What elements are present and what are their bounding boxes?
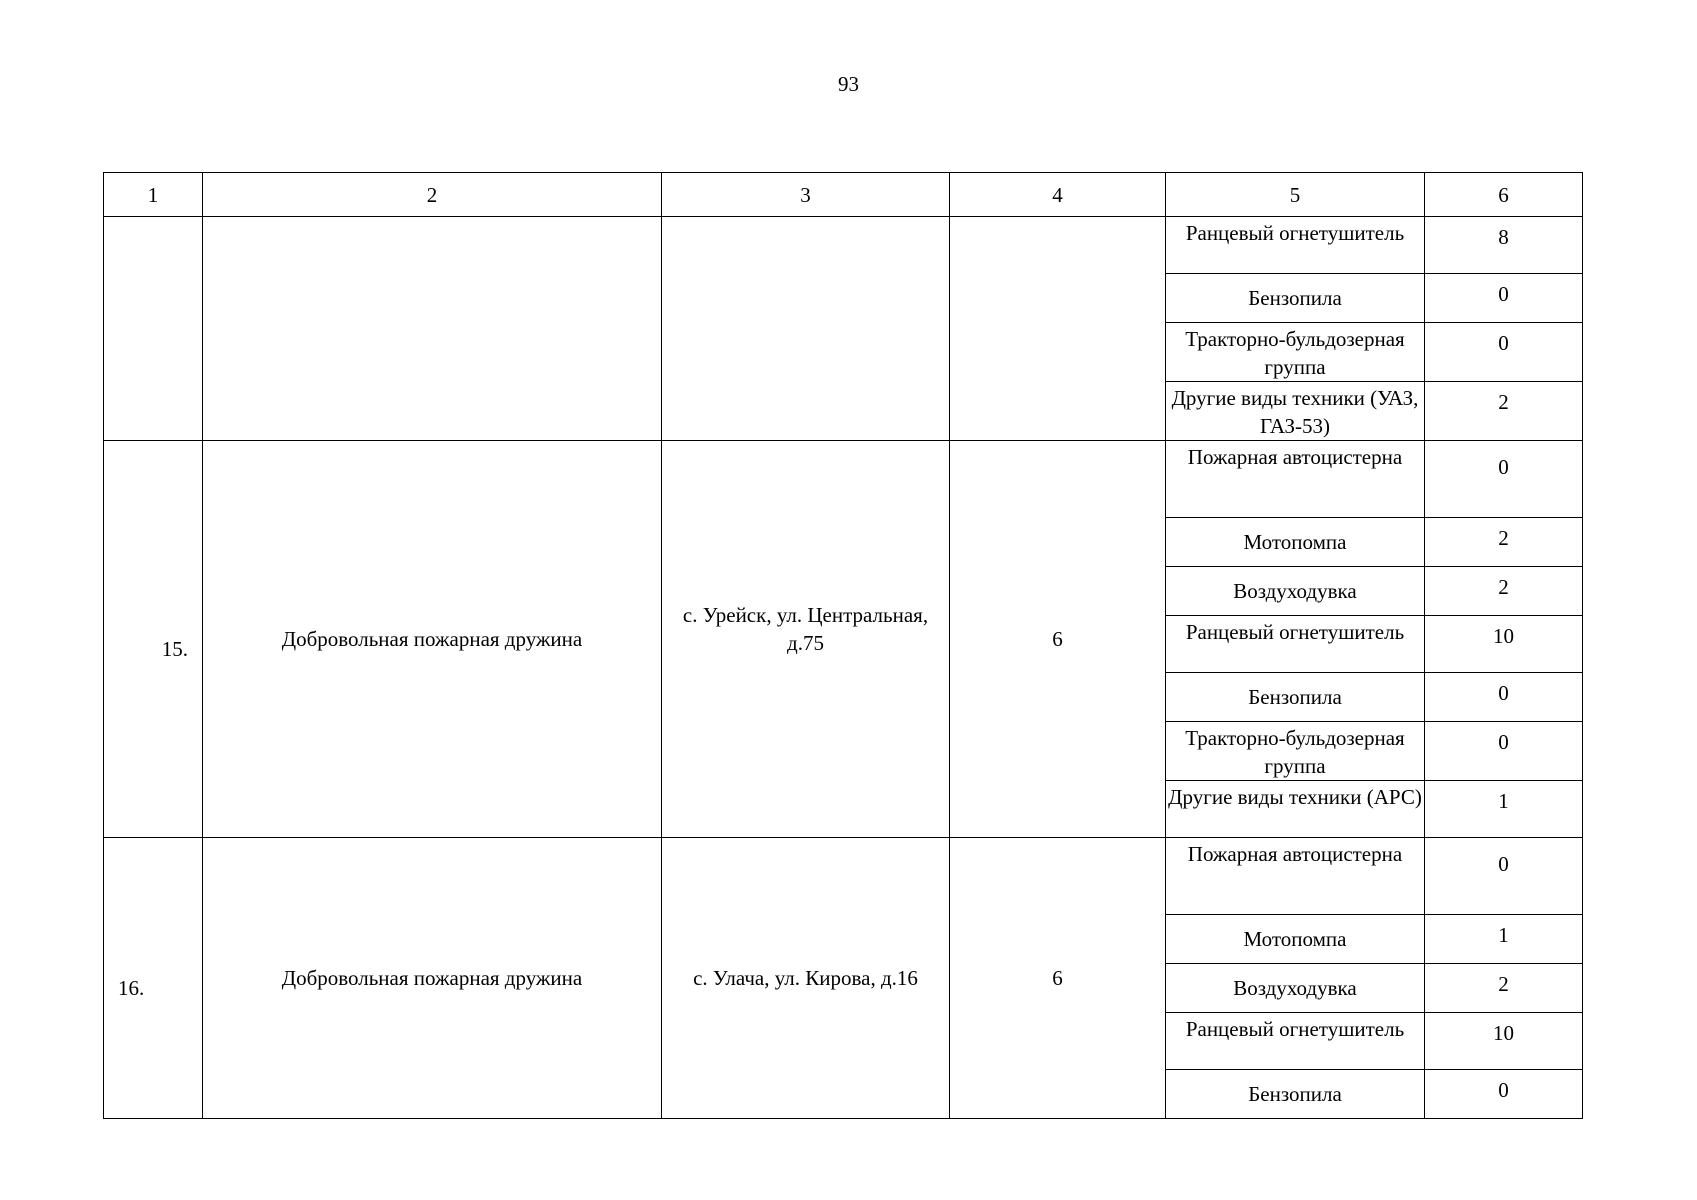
equipment-name: Ранцевый огнетушитель	[1166, 217, 1425, 274]
equipment-qty: 0	[1425, 323, 1583, 382]
empty-cell	[104, 217, 203, 441]
equipment-qty: 2	[1425, 964, 1583, 1013]
header-cell: 3	[662, 173, 950, 217]
equipment-qty: 1	[1425, 915, 1583, 964]
equipment-name: Бензопила	[1166, 1070, 1425, 1119]
entry-number: 15.	[104, 441, 203, 838]
equipment-qty: 2	[1425, 567, 1583, 616]
equipment-qty: 0	[1425, 441, 1583, 518]
header-cell: 1	[104, 173, 203, 217]
table-row	[104, 217, 1583, 274]
entry-address: с. Урейск, ул. Центральная, д.75	[662, 441, 950, 838]
entry-number: 16.	[104, 838, 203, 1119]
entry-address: с. Улача, ул. Кирова, д.16	[662, 838, 950, 1119]
equipment-qty: 2	[1425, 518, 1583, 567]
equipment-name: Ранцевый огнетушитель	[1166, 616, 1425, 673]
equipment-name: Другие виды техники (АРС)	[1166, 781, 1425, 838]
equipment-name: Другие виды техники (УАЗ, ГАЗ-53)	[1166, 382, 1425, 441]
header-row	[104, 173, 1583, 217]
header-cell: 2	[203, 173, 662, 217]
equipment-name: Мотопомпа	[1166, 518, 1425, 567]
table-row	[104, 838, 1583, 915]
header-cell: 6	[1425, 173, 1583, 217]
header-cell: 5	[1166, 173, 1425, 217]
equipment-qty: 0	[1425, 673, 1583, 722]
equipment-name: Мотопомпа	[1166, 915, 1425, 964]
header-cell: 4	[950, 173, 1166, 217]
equipment-name: Бензопила	[1166, 673, 1425, 722]
equipment-qty: 2	[1425, 382, 1583, 441]
equipment-name: Тракторно-бульдозерная группа	[1166, 323, 1425, 382]
equipment-qty: 10	[1425, 616, 1583, 673]
table-row	[104, 441, 1583, 518]
empty-cell	[662, 217, 950, 441]
equipment-name: Тракторно-бульдозерная группа	[1166, 722, 1425, 781]
equipment-name: Бензопила	[1166, 274, 1425, 323]
page-number: 93	[838, 72, 859, 96]
entry-count: 6	[950, 441, 1166, 838]
equipment-qty: 1	[1425, 781, 1583, 838]
empty-cell	[203, 217, 662, 441]
equipment-qty: 0	[1425, 1070, 1583, 1119]
equipment-name: Ранцевый огнетушитель	[1166, 1013, 1425, 1070]
empty-cell	[950, 217, 1166, 441]
entry-count: 6	[950, 838, 1166, 1119]
equipment-table	[103, 172, 1583, 1119]
equipment-qty: 0	[1425, 838, 1583, 915]
equipment-qty: 0	[1425, 274, 1583, 323]
equipment-name: Воздуходувка	[1166, 567, 1425, 616]
equipment-name: Пожарная автоцистерна	[1166, 441, 1425, 518]
entry-name: Добровольная пожарная дружина	[203, 838, 662, 1119]
equipment-qty: 0	[1425, 722, 1583, 781]
equipment-name: Воздуходувка	[1166, 964, 1425, 1013]
equipment-qty: 10	[1425, 1013, 1583, 1070]
entry-name: Добровольная пожарная дружина	[203, 441, 662, 838]
equipment-qty: 8	[1425, 217, 1583, 274]
equipment-name: Пожарная автоцистерна	[1166, 838, 1425, 915]
